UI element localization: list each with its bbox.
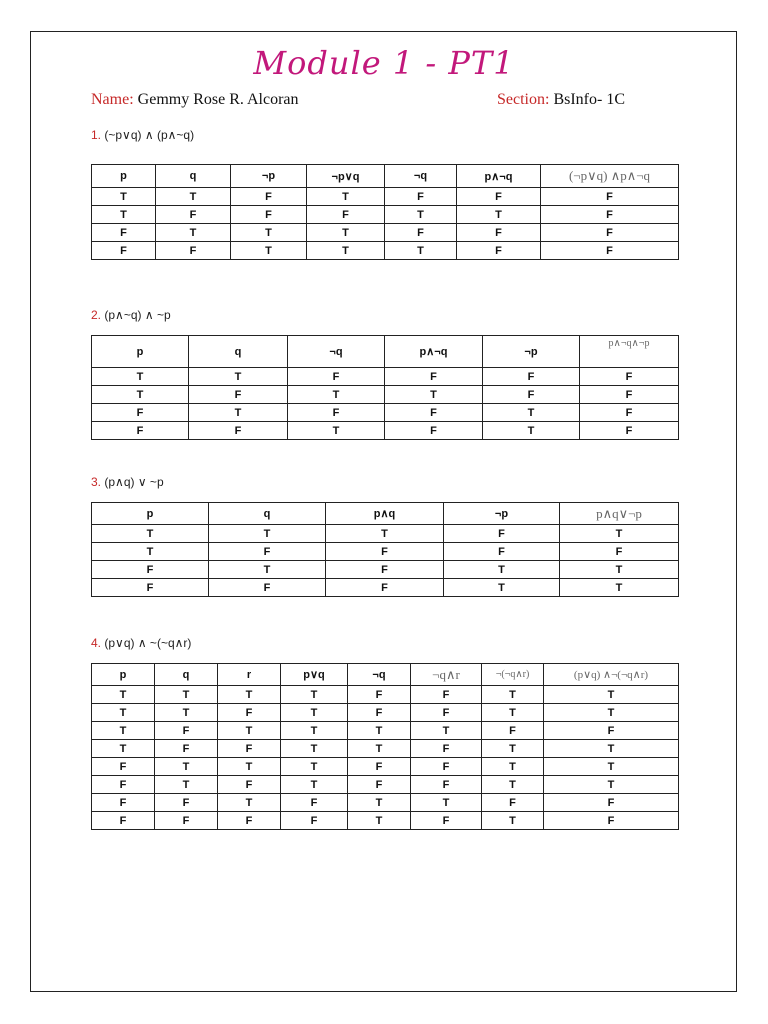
table-cell: F xyxy=(385,368,483,386)
column-header: ¬q xyxy=(348,664,411,686)
table-cell: T xyxy=(483,422,580,440)
table-cell: F xyxy=(457,242,541,260)
table-header-row xyxy=(92,165,679,188)
table-cell: T xyxy=(483,404,580,422)
table-cell: F xyxy=(281,812,348,830)
name-line xyxy=(91,91,299,109)
table-cell: F xyxy=(444,543,560,561)
table-row xyxy=(92,224,679,242)
table-cell: T xyxy=(560,561,679,579)
table-cell: T xyxy=(482,812,544,830)
problem-2-expression: (p∧~q) ∧ ~p xyxy=(104,308,171,322)
table-cell: F xyxy=(92,812,155,830)
table-cell: F xyxy=(326,543,444,561)
truth-table-1-body xyxy=(92,188,679,260)
table-cell: F xyxy=(231,206,307,224)
table-cell: F xyxy=(457,224,541,242)
table-cell: F xyxy=(348,686,411,704)
truth-table-3 xyxy=(91,502,679,597)
table-row xyxy=(92,722,679,740)
table-cell: F xyxy=(457,188,541,206)
table-cell: F xyxy=(155,794,218,812)
problem-1-label xyxy=(91,128,194,142)
table-cell: F xyxy=(189,386,288,404)
table-cell: T xyxy=(288,422,385,440)
table-cell: T xyxy=(457,206,541,224)
table-cell: F xyxy=(411,740,482,758)
table-cell: T xyxy=(307,242,385,260)
table-cell: F xyxy=(326,561,444,579)
table-cell: T xyxy=(288,386,385,404)
table-cell: F xyxy=(444,525,560,543)
table-cell: T xyxy=(92,722,155,740)
table-cell: T xyxy=(385,386,483,404)
table-cell: F xyxy=(209,579,326,597)
table-cell: T xyxy=(482,740,544,758)
column-header: ¬p xyxy=(231,165,307,188)
table-cell: T xyxy=(155,704,218,722)
table-cell: F xyxy=(483,386,580,404)
table-cell: T xyxy=(231,242,307,260)
table-row xyxy=(92,188,679,206)
table-cell: F xyxy=(541,242,679,260)
table-cell: T xyxy=(92,543,209,561)
table-cell: T xyxy=(281,758,348,776)
truth-table-3-body xyxy=(92,525,679,597)
table-cell: T xyxy=(348,794,411,812)
column-header: p∧q xyxy=(326,503,444,525)
table-cell: F xyxy=(209,543,326,561)
column-header: q xyxy=(189,336,288,368)
table-cell: T xyxy=(281,722,348,740)
table-cell: T xyxy=(92,188,156,206)
table-cell: T xyxy=(544,758,679,776)
table-cell: F xyxy=(348,704,411,722)
table-row xyxy=(92,561,679,579)
table-cell: F xyxy=(156,242,231,260)
page-title: Module 1 - PT1 xyxy=(253,44,515,82)
table-row xyxy=(92,794,679,812)
name-value: Gemmy Rose R. Alcoran xyxy=(137,91,299,108)
table-cell: F xyxy=(155,740,218,758)
table-cell: T xyxy=(281,776,348,794)
table-cell: F xyxy=(218,740,281,758)
problem-4-label xyxy=(91,636,191,650)
table-cell: F xyxy=(218,776,281,794)
table-cell: T xyxy=(155,776,218,794)
column-header: ¬p∨q xyxy=(307,165,385,188)
table-cell: F xyxy=(411,776,482,794)
column-header: p∧¬q∧¬p xyxy=(580,336,679,368)
table-cell: F xyxy=(411,758,482,776)
table-cell: F xyxy=(580,386,679,404)
table-cell: T xyxy=(348,812,411,830)
table-cell: F xyxy=(541,206,679,224)
table-cell: T xyxy=(544,740,679,758)
table-header-row xyxy=(92,664,679,686)
problem-4-expression: (p∨q) ∧ ~(~q∧r) xyxy=(104,636,192,650)
table-cell: F xyxy=(580,422,679,440)
column-header: ¬p xyxy=(483,336,580,368)
column-header: (p∨q) ∧¬(¬q∧r) xyxy=(544,664,679,686)
table-cell: F xyxy=(348,776,411,794)
table-cell: T xyxy=(544,704,679,722)
table-cell: F xyxy=(326,579,444,597)
table-cell: T xyxy=(411,794,482,812)
column-header: p∨q xyxy=(281,664,348,686)
table-cell: T xyxy=(156,224,231,242)
problem-3-number: 3. xyxy=(91,475,102,489)
column-header: ¬q xyxy=(385,165,457,188)
table-cell: T xyxy=(92,740,155,758)
table-cell: F xyxy=(189,422,288,440)
column-header: p xyxy=(92,664,155,686)
table-cell: T xyxy=(482,686,544,704)
section-line xyxy=(497,91,625,109)
table-cell: T xyxy=(92,386,189,404)
column-header: p∧q∨¬p xyxy=(560,503,679,525)
table-cell: T xyxy=(482,776,544,794)
table-cell: T xyxy=(281,686,348,704)
table-cell: T xyxy=(218,758,281,776)
table-cell: F xyxy=(92,794,155,812)
column-header: ¬q∧r xyxy=(411,664,482,686)
table-cell: F xyxy=(92,242,156,260)
table-cell: F xyxy=(92,758,155,776)
column-header: p xyxy=(92,165,156,188)
column-header: ¬q xyxy=(288,336,385,368)
table-cell: F xyxy=(92,561,209,579)
table-cell: F xyxy=(483,368,580,386)
table-cell: T xyxy=(218,794,281,812)
name-label: Name: xyxy=(91,91,134,108)
table-cell: F xyxy=(281,794,348,812)
truth-table-4-body xyxy=(92,686,679,830)
table-cell: T xyxy=(326,525,444,543)
column-header: p xyxy=(92,336,189,368)
table-cell: T xyxy=(385,242,457,260)
table-row xyxy=(92,206,679,224)
table-cell: F xyxy=(385,188,457,206)
table-row xyxy=(92,704,679,722)
truth-table-4 xyxy=(91,663,679,830)
table-cell: T xyxy=(482,758,544,776)
table-cell: F xyxy=(288,368,385,386)
table-cell: F xyxy=(544,722,679,740)
table-cell: F xyxy=(580,368,679,386)
table-cell: T xyxy=(348,740,411,758)
table-cell: F xyxy=(482,794,544,812)
table-row xyxy=(92,812,679,830)
problem-4-number: 4. xyxy=(91,636,102,650)
table-cell: F xyxy=(155,812,218,830)
table-cell: T xyxy=(231,224,307,242)
table-cell: F xyxy=(482,722,544,740)
table-cell: F xyxy=(156,206,231,224)
problem-2-label xyxy=(91,308,171,322)
table-cell: T xyxy=(385,206,457,224)
table-cell: F xyxy=(92,422,189,440)
problem-3-label xyxy=(91,475,164,489)
table-cell: T xyxy=(281,704,348,722)
table-cell: F xyxy=(541,224,679,242)
table-cell: F xyxy=(411,812,482,830)
table-cell: T xyxy=(189,404,288,422)
problem-3-expression: (p∧q) ∨ ~p xyxy=(104,475,164,489)
table-cell: F xyxy=(385,422,483,440)
table-cell: F xyxy=(92,579,209,597)
truth-table-1 xyxy=(91,164,679,260)
table-cell: T xyxy=(411,722,482,740)
table-cell: T xyxy=(482,704,544,722)
truth-table-2 xyxy=(91,335,679,440)
problem-1-expression: (~p∨q) ∧ (p∧~q) xyxy=(104,128,195,142)
table-row xyxy=(92,579,679,597)
column-header: (¬p∨q) ∧p∧¬q xyxy=(541,165,679,188)
table-cell: F xyxy=(348,758,411,776)
table-cell: T xyxy=(281,740,348,758)
section-label: Section: xyxy=(497,91,550,108)
table-cell: T xyxy=(92,686,155,704)
table-cell: F xyxy=(218,704,281,722)
column-header: ¬(¬q∧r) xyxy=(482,664,544,686)
table-row xyxy=(92,776,679,794)
table-cell: T xyxy=(307,188,385,206)
problem-1-number: 1. xyxy=(91,128,102,142)
table-cell: F xyxy=(385,404,483,422)
table-cell: T xyxy=(218,686,281,704)
column-header: p∧¬q xyxy=(457,165,541,188)
table-header-row xyxy=(92,503,679,525)
column-header: p∧¬q xyxy=(385,336,483,368)
column-header: q xyxy=(209,503,326,525)
table-cell: T xyxy=(348,722,411,740)
column-header: r xyxy=(218,664,281,686)
problem-2-number: 2. xyxy=(91,308,102,322)
table-cell: F xyxy=(155,722,218,740)
table-cell: F xyxy=(92,224,156,242)
table-row xyxy=(92,422,679,440)
table-row xyxy=(92,686,679,704)
table-cell: T xyxy=(444,561,560,579)
table-row xyxy=(92,386,679,404)
table-cell: T xyxy=(209,525,326,543)
column-header: ¬p xyxy=(444,503,560,525)
table-cell: F xyxy=(544,794,679,812)
table-cell: T xyxy=(92,368,189,386)
table-cell: F xyxy=(218,812,281,830)
table-cell: F xyxy=(411,704,482,722)
column-header: q xyxy=(156,165,231,188)
section-value: BsInfo- 1C xyxy=(553,91,625,108)
table-cell: T xyxy=(209,561,326,579)
table-cell: F xyxy=(92,776,155,794)
table-cell: T xyxy=(92,525,209,543)
table-cell: T xyxy=(155,758,218,776)
table-cell: F xyxy=(231,188,307,206)
table-row xyxy=(92,404,679,422)
table-cell: T xyxy=(544,776,679,794)
table-cell: T xyxy=(560,579,679,597)
table-row xyxy=(92,525,679,543)
table-cell: T xyxy=(544,686,679,704)
table-cell: F xyxy=(307,206,385,224)
table-row xyxy=(92,368,679,386)
column-header: q xyxy=(155,664,218,686)
table-cell: T xyxy=(156,188,231,206)
table-cell: F xyxy=(411,686,482,704)
table-cell: T xyxy=(92,704,155,722)
table-cell: T xyxy=(560,525,679,543)
table-cell: F xyxy=(288,404,385,422)
table-cell: T xyxy=(444,579,560,597)
table-cell: F xyxy=(560,543,679,561)
table-cell: F xyxy=(544,812,679,830)
table-row xyxy=(92,740,679,758)
table-row xyxy=(92,543,679,561)
table-row xyxy=(92,242,679,260)
table-cell: T xyxy=(218,722,281,740)
column-header: p xyxy=(92,503,209,525)
table-cell: F xyxy=(580,404,679,422)
table-cell: F xyxy=(385,224,457,242)
table-cell: T xyxy=(189,368,288,386)
table-row xyxy=(92,758,679,776)
table-cell: T xyxy=(92,206,156,224)
truth-table-2-body xyxy=(92,368,679,440)
table-cell: F xyxy=(92,404,189,422)
table-cell: F xyxy=(541,188,679,206)
table-cell: T xyxy=(155,686,218,704)
table-cell: T xyxy=(307,224,385,242)
table-header-row xyxy=(92,336,679,368)
